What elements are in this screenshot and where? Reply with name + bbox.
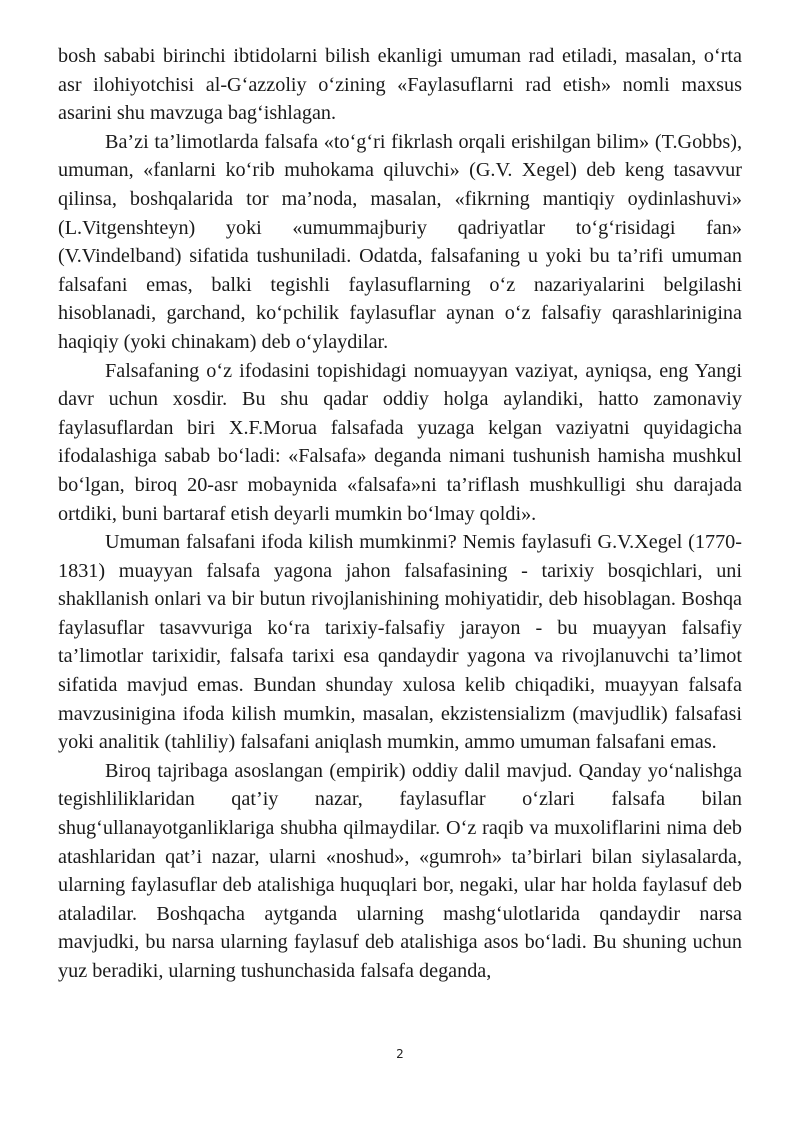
paragraph-continuation: bosh sababi birinchi ibtidolarni bilish ekanligi umuman rad etiladi, masalan, o‘rta asr ilohiyotchisi al-G‘azzoliy o‘zining «Faylasuflarni rad etish» nomli maxsus asarini shu mavzuga bag‘ishlagan. xyxy=(58,45,742,125)
paragraph: Falsafaning o‘z ifodasini topishidagi nomuayyan vaziyat, ayniqsa, eng Yangi davr uchun xosdir. Bu shu qadar oddiy holga aylandiki, hatto zamonaviy faylasuflardan biri X.F.Morua falsafada yuzaga kelgan vaziyatni quyidagicha ifodalashiga sabab bo‘ladi: «Falsafa» deganda nimani tushunish hamisha mushkul bo‘lgan, biroq 20-asr mobaynida «falsafa»ni ta’riflash mushkulligi shu darajada ortdiki, buni bartaraf etish deyarli mumkin bo‘lmay qoldi». xyxy=(58,359,742,525)
page-number: 2 xyxy=(396,1047,404,1061)
document-page xyxy=(58,42,742,986)
paragraph: Ba’zi ta’limotlarda falsafa «to‘g‘ri fikrlash orqali erishilgan bilim» (T.Gobbs), umuman, «fanlarni ko‘rib muhokama qiluvchi» (G.V. Xegel) deb keng tasavvur qilinsa, boshqalarida tor ma’noda, masalan, «fikrning mantiqiy oydinlashuvi» (L.Vitgenshteyn) yoki «umummajburiy qadriyatlar to‘g‘risidagi fan» (V.Vindelband) sifatida tushuniladi. Odatda, falsafaning u yoki bu ta’rifi umuman falsafani emas, balki tegishli faylasuflarning o‘z nazariyalarini belgilashi hisoblanadi, garchand, ko‘pchilik faylasuflar aynan o‘z falsafiy qarashlarinigina haqiqiy (yoki chinakam) deb o‘ylaydilar. xyxy=(58,130,742,353)
paragraph: Umuman falsafani ifoda kilish mumkinmi? Nemis faylasufi G.V.Xegel (1770-1831) muayyan falsafa yagona jahon falsafasining - tarixiy bosqichlari, uni shakllanish onlari va bir butun rivojlanishining mohiyatidir, deb hisoblagan. Boshqa faylasuflar tasavvuriga ko‘ra tarixiy-falsafiy jarayon - bu muayyan falsafiy ta’limotlar tarixidir, falsafa tarixi esa qandaydir yagona va rivojlanuvchi ta’limot sifatida mavjud emas. Bundan shunday xulosa kelib chiqadiki, muayyan falsafa mavzusinigina ifoda kilish mumkin, masalan, ekzistensializm (mavjudlik) falsafasi yoki analitik (tahliliy) falsafani aniqlash mumkin, ammo umuman falsafani emas. xyxy=(58,531,742,754)
paragraph: Biroq tajribaga asoslangan (empirik) oddiy dalil mavjud. Qanday yo‘nalishga tegishliliklaridan qat’iy nazar, faylasuflar o‘zlari falsafa bilan shug‘ullanayotganliklariga shubha qilmaydilar. O‘z raqib va muxoliflarini nima deb atashlaridan qat’i nazar, ularni «noshud», «gumroh» ta’birlari bilan siylasalarda, ularning faylasuflar deb atalishiga huquqlari bor, negaki, ular har holda faylasuf deb ataladilar. Boshqacha aytganda ularning mashg‘ulotlarida qandaydir narsa mavjudki, bu narsa ularning faylasuf deb atalishiga asos bo‘ladi. Bu shuning uchun yuz beradiki, ularning tushunchasida falsafa deganda, xyxy=(58,759,742,982)
